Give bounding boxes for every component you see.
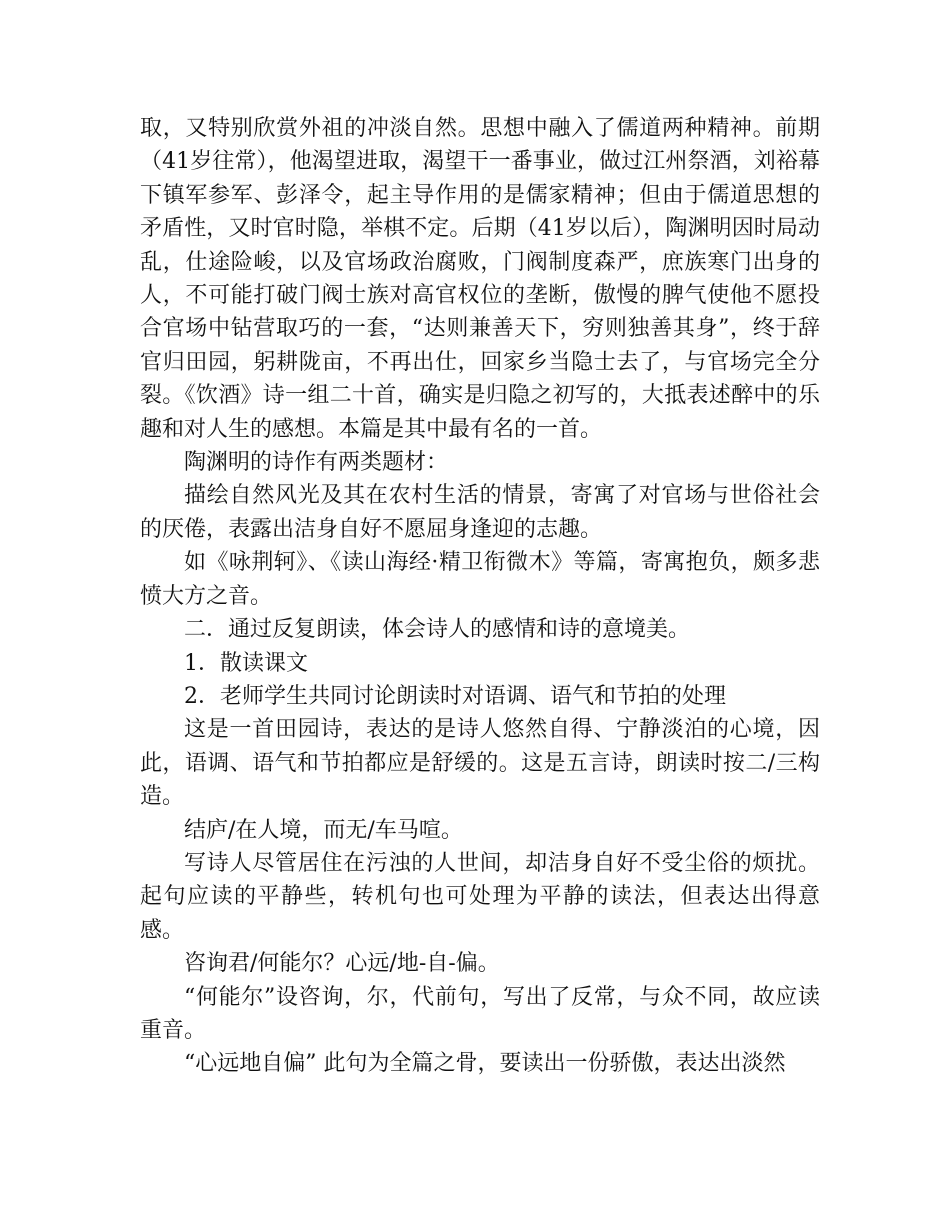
section-heading-reading: 二．通过反复朗读，体会诗人的感情和诗的意境美。 xyxy=(184,617,691,643)
paragraph-reading-tone: 这是一首田园诗，表达的是诗人悠然自得、宁静淡泊的心境，因此，语调、语气和节拍都应是舒缓的。这是五言诗，朗读时按二/三构造。 xyxy=(140,717,820,810)
poem-line-2: 咨询君/何能尔？心远/地-自-偏。 xyxy=(184,951,500,977)
document-body xyxy=(140,112,820,1081)
list-item-2: 2．老师学生共同讨论朗读时对语调、语气和节拍的处理 xyxy=(184,683,726,709)
paragraph-line-2-key-phrase: “心远地自偏” 此句为全篇之骨，要读出一份骄傲，表达出淡然 xyxy=(184,1051,786,1077)
paragraph-tao-biography: 取，又特别欣赏外祖的冲淡自然。思想中融入了儒道两种精神。前期（41岁往常），他渴望进取，渴望干一番事业，做过江州祭酒，刘裕幕下镇军参军、彭泽令，起主导作用的是儒家精神；但由于儒道思想的矛盾性，又时官时隐，举棋不定。后期（41岁以后），陶渊明因时局动乱，仕途险峻，以及官场政治腐败，门阀制度森严，庶族寒门出身的人，不可能打破门阀士族对高官权位的垄断，傲慢的脾气使他不愿投合官场中钻营取巧的一套，“达则兼善天下，穷则独善其身”，终于辞官归田园，躬耕陇亩，不再出仕，回家乡当隐士去了，与官场完全分裂。《饮酒》诗一组二十首，确实是归隐之初写的，大抵表述醉中的乐趣和对人生的感想。本篇是其中最有名的一首。 xyxy=(140,116,820,442)
paragraph-theme-nature: 描绘自然风光及其在农村生活的情景，寄寓了对官场与世俗社会的厌倦，表露出洁身自好不愿屈身逢迎的志趣。 xyxy=(140,483,820,542)
paragraph-theme-ambition: 如《咏荆轲》、《读山海经·精卫衔微木》等篇，寄寓抱负，颇多悲愤大方之音。 xyxy=(140,550,820,609)
paragraph-poetry-themes-intro: 陶渊明的诗作有两类题材： xyxy=(184,450,449,476)
list-item-1: 1．散读课文 xyxy=(184,650,308,676)
poem-line-1: 结庐/在人境，而无/车马喧。 xyxy=(184,817,463,843)
paragraph-line-2-analysis: “何能尔”设咨询，尔，代前句，写出了反常，与众不同，故应读重音。 xyxy=(140,984,820,1043)
paragraph-line-1-analysis: 写诗人尽管居住在污浊的人世间，却洁身自好不受尘俗的烦扰。起句应读的平静些，转机句也可处理为平静的读法，但表达出得意感。 xyxy=(140,850,820,943)
